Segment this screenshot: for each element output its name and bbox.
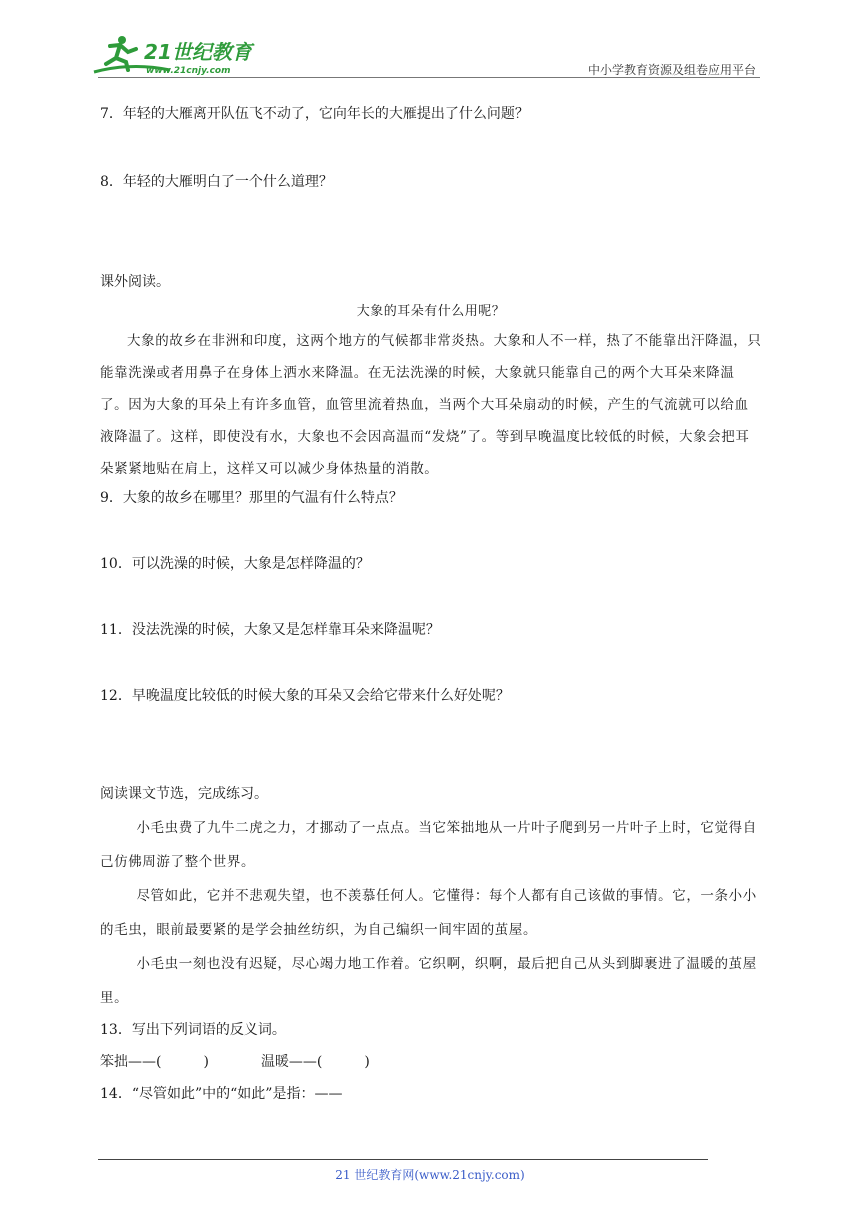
- question-8: 8．年轻的大雁明白了一个什么道理？: [100, 174, 333, 190]
- svg-text:21世纪教育: 21世纪教育: [144, 40, 252, 64]
- site-logo[interactable]: [92, 32, 262, 80]
- header-divider: [98, 77, 760, 78]
- page-header: [0, 0, 860, 80]
- caterpillar-paragraph-2: 尽管如此，它并不悲观失望，也不羡慕任何人。它懂得：每个人都有自己该做的事情。它，一条小小的毛虫，眼前最要紧的是学会抽丝纺织，为自己编织一间牢固的茧屋。: [100, 888, 757, 938]
- antonym-item-2: 温暖——( ): [260, 1054, 370, 1070]
- question-14: 14．“尽管如此”中的“如此”是指：——: [100, 1086, 343, 1102]
- question-11: 11．没法洗澡的时候，大象又是怎样靠耳朵来降温呢？: [100, 622, 440, 638]
- passage-paragraph: 大象的故乡在非洲和印度，这两个地方的气候都非常炎热。大象和人不一样，热了不能靠出汗降温，只能靠洗澡或者用鼻子在身体上洒水来降温。在无法洗澡的时候，大象就只能靠自己的两个大耳朵来降温了。因为大象的耳朵上有许多血管，血管里流着热血，当两个大耳朵扇动的时候，产生的气流就可以给血液降温了。这样，即使没有水，大象也不会因高温而“发烧”了。等到早晚温度比较低的时候，大象会把耳朵紧紧地贴在肩上，这样又可以减少身体热量的消散。: [100, 333, 762, 477]
- caterpillar-paragraph-1: 小毛虫费了九牛二虎之力，才挪动了一点点。当它笨拙地从一片叶子爬到另一片叶子上时，它觉得自己仿佛周游了整个世界。: [100, 820, 757, 870]
- svg-text:www.21cnjy.com: www.21cnjy.com: [146, 66, 231, 76]
- question-12: 12．早晚温度比较低的时候大象的耳朵又会给它带来什么好处呢？: [100, 688, 510, 704]
- passage-title: 大象的耳朵有什么用呢？: [356, 304, 506, 319]
- footer-divider: [98, 1159, 708, 1160]
- runner-logo-icon: [92, 32, 262, 80]
- question-13: 13．写出下列词语的反义词。: [100, 1022, 286, 1038]
- document-body: [100, 101, 762, 1107]
- section-label-extracurricular: 课外阅读。: [100, 274, 170, 290]
- question-10: 10．可以洗澡的时候，大象是怎样降温的？: [100, 556, 370, 572]
- platform-name: 中小学教育资源及组卷应用平台: [587, 63, 756, 77]
- question-7: 7．年轻的大雁离开队伍飞不动了，它向年长的大雁提出了什么问题？: [100, 106, 529, 122]
- question-9: 9．大象的故乡在哪里？那里的气温有什么特点？: [100, 490, 403, 506]
- caterpillar-paragraph-3: 小毛虫一刻也没有迟疑，尽心竭力地工作着。它织啊，织啊，最后把自己从头到脚裹进了温暖的茧屋里。: [100, 956, 757, 1006]
- antonym-row: [100, 1049, 762, 1075]
- footer-link[interactable]: 21 世纪教育网(www.21cnjy.com): [335, 1168, 525, 1182]
- section-label-reading: 阅读课文节选，完成练习。: [100, 786, 268, 802]
- antonym-item-1: 笨拙——( ): [100, 1054, 209, 1070]
